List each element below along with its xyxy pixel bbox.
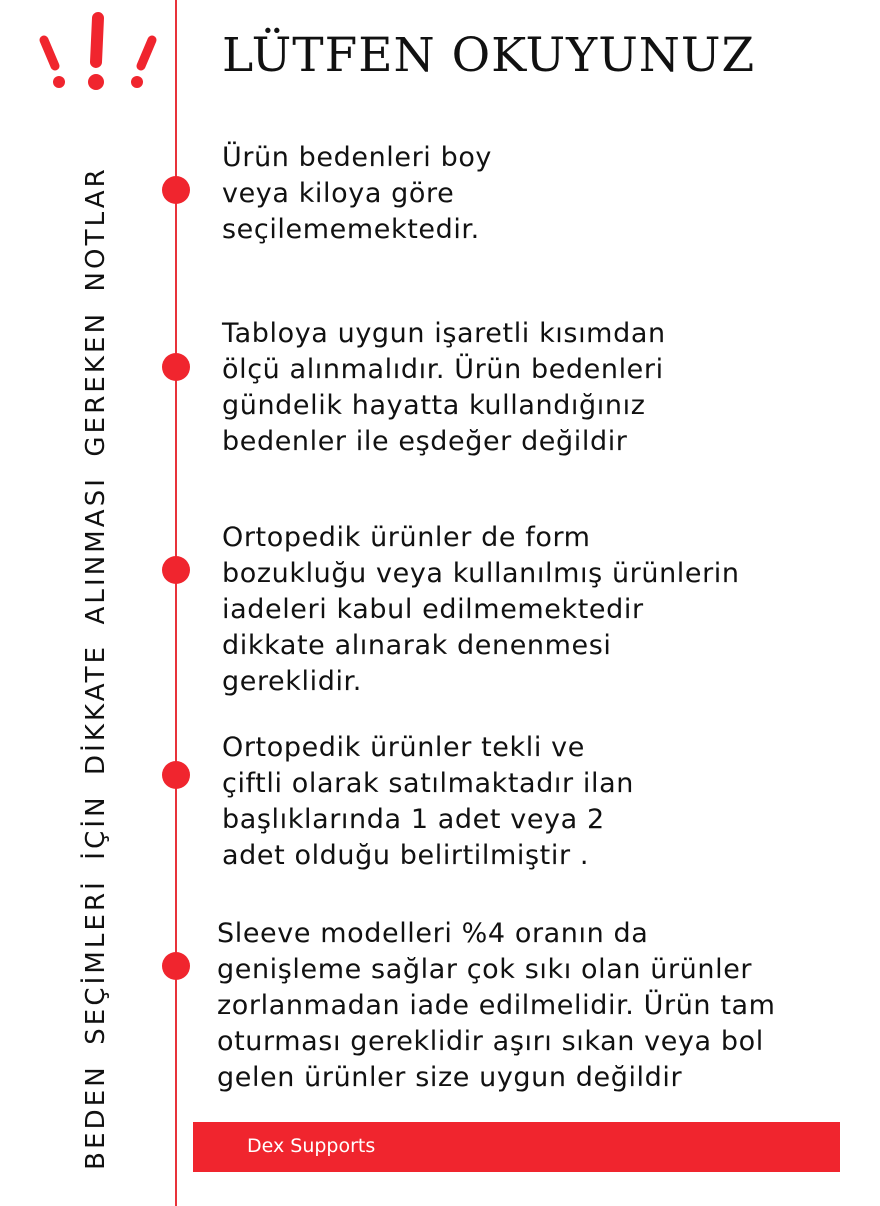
- timeline-dot: [162, 556, 190, 584]
- note-text: Sleeve modelleri %4 oranın da genişleme sağlar çok sıkı olan ürünler zorlanmadan iade edilmelidir. Ürün tam oturması gereklidir aşırı sıkan veya bol gelen ürünler size uygun değildir: [217, 918, 776, 1093]
- timeline-dot: [162, 952, 190, 980]
- timeline-dot: [162, 176, 190, 204]
- brand-label: Dex Supports: [247, 1135, 376, 1157]
- vertical-heading-text: BEDEN SEÇİMLERİ İÇİN DİKKATE ALINMASI GEREKEN NOTLAR: [81, 166, 112, 1170]
- vertical-heading: [76, 166, 116, 1170]
- exclamation-marks-icon: [36, 10, 160, 96]
- note-text: Ortopedik ürünler tekli ve çiftli olarak satılmaktadır ilan başlıklarında 1 adet veya 2 adet olduğu belirtilmiştir .: [222, 732, 634, 871]
- footer-bar: [193, 1122, 840, 1172]
- timeline-dot: [162, 353, 190, 381]
- note-text: Ortopedik ürünler de form bozukluğu veya kullanılmış ürünlerin iadeleri kabul edilmemektedir dikkate alınarak denenmesi gereklidir.: [222, 522, 740, 697]
- note-text: Ürün bedenleri boy veya kiloya göre seçilememektedir.: [222, 142, 493, 245]
- note-text: Tabloya uygun işaretli kısımdan ölçü alınmalıdır. Ürün bedenleri gündelik hayatta kullandığınız bedenler ile eşdeğer değildir: [222, 318, 666, 457]
- page-title: LÜTFEN OKUYUNUZ: [222, 28, 756, 83]
- timeline-dot: [162, 761, 190, 789]
